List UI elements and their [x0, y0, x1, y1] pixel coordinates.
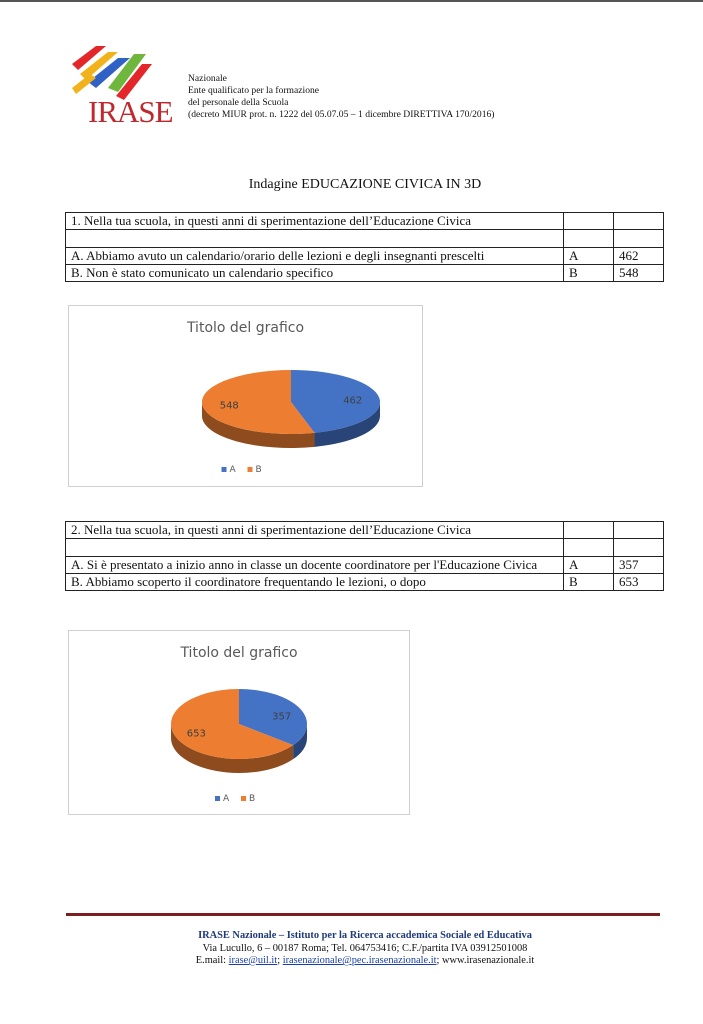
- table-row: [66, 557, 664, 574]
- option-letter: B: [564, 265, 614, 282]
- option-text: A. Abbiamo avuto un calendario/orario delle lezioni e degli insegnanti prescelti: [66, 248, 564, 265]
- pie-chart-svg: [69, 306, 422, 486]
- footer-divider: [66, 913, 660, 916]
- email-link[interactable]: irase@uil.it: [228, 955, 278, 966]
- table-row: [66, 248, 664, 265]
- page-title: Indagine EDUCAZIONE CIVICA IN 3D: [248, 177, 482, 192]
- option-letter: B: [564, 574, 614, 591]
- question-cell: 2. Nella tua scuola, in questi anni di sperimentazione dell’Educazione Civica: [66, 522, 564, 539]
- legend-label: B: [255, 465, 262, 475]
- question-table-2: [65, 521, 664, 591]
- header-line: Ente qualificato per la formazione: [188, 85, 320, 96]
- logo-wordmark: IRASE: [88, 94, 173, 126]
- table-row: [66, 574, 664, 591]
- table-row: [66, 213, 664, 230]
- question-table-1: [65, 212, 664, 282]
- option-letter: A: [564, 557, 614, 574]
- pie-chart-1: [68, 305, 423, 487]
- legend-swatch: [241, 796, 246, 801]
- irase-logo: [66, 44, 178, 126]
- header-info: [188, 73, 495, 121]
- legend-label: A: [229, 465, 236, 475]
- data-label: 357: [272, 711, 292, 723]
- pie-chart-2: [68, 630, 410, 815]
- table-row: [66, 265, 664, 282]
- top-border: [0, 0, 703, 2]
- data-label: 548: [219, 400, 239, 412]
- option-count: 548: [614, 265, 664, 282]
- legend-label: A: [223, 794, 230, 804]
- email-label: E.mail:: [195, 955, 227, 966]
- footer-address: Via Lucullo, 6 – 00187 Roma; Tel. 064753416; C.F./partita IVA 03912501008: [202, 942, 528, 954]
- footer-contacts: [0, 955, 703, 968]
- option-text: B. Non è stato comunicato un calendario specifico: [66, 265, 564, 282]
- table-row: [66, 230, 664, 248]
- separator: ;: [277, 955, 281, 966]
- separator: ;: [436, 955, 440, 966]
- header-line: Nazionale: [188, 73, 227, 84]
- table-row: [66, 539, 664, 557]
- data-label: 653: [186, 728, 206, 740]
- legend-swatch: [222, 467, 227, 472]
- chart-title: Titolo del grafico: [186, 320, 305, 336]
- option-letter: A: [564, 248, 614, 265]
- footer: [0, 930, 703, 968]
- chart-title: Titolo del grafico: [180, 645, 298, 661]
- legend-swatch: [248, 467, 253, 472]
- header-line: del personale della Scuola: [188, 97, 289, 108]
- option-text: B. Abbiamo scoperto il coordinatore frequentando le lezioni, o dopo: [66, 574, 564, 591]
- option-count: 357: [614, 557, 664, 574]
- pie-chart-svg: [69, 631, 409, 814]
- question-cell: 1. Nella tua scuola, in questi anni di sperimentazione dell’Educazione Civica: [66, 213, 564, 230]
- header-line: (decreto MIUR prot. n. 1222 del 05.07.05 – 1 dicembre DIRETTIVA 170/2016): [188, 109, 495, 120]
- website-link[interactable]: www.irasenazionale.it: [442, 955, 535, 966]
- data-label: 462: [343, 395, 363, 407]
- legend-swatch: [215, 796, 220, 801]
- legend-label: B: [249, 794, 256, 804]
- footer-org: IRASE Nazionale – Istituto per la Ricerca accademica Sociale ed Educativa: [198, 930, 532, 941]
- option-count: 653: [614, 574, 664, 591]
- option-count: 462: [614, 248, 664, 265]
- table-row: [66, 522, 664, 539]
- pec-email-link[interactable]: irasenazionale@pec.irasenazionale.it: [282, 955, 437, 966]
- option-text: A. Si è presentato a inizio anno in classe un docente coordinatore per l'Educazione Civica: [66, 557, 564, 574]
